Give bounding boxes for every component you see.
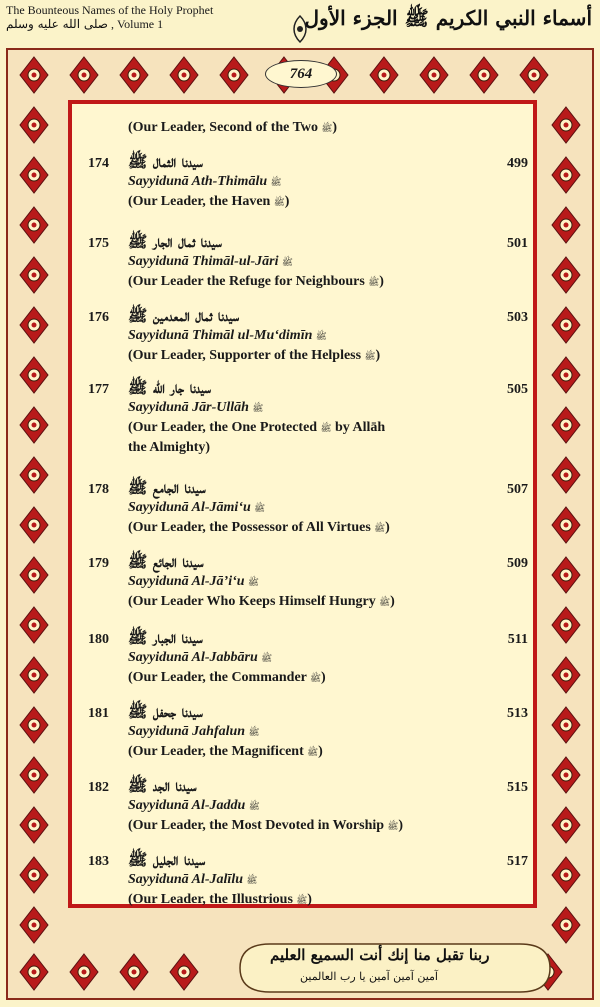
translit-text: Sayyidunā Thimāl-ul-Jāri xyxy=(128,254,279,269)
footer-dua-line1: ربنا تقبل منا إنك أنت السميع العليم xyxy=(270,946,490,964)
floral-tile xyxy=(20,207,48,243)
translit-text: Sayyidunā Thimāl ul-Mu‘dimīn xyxy=(128,328,313,343)
list-item xyxy=(88,702,528,772)
floral-tile xyxy=(20,607,48,643)
entry-meaning xyxy=(128,348,380,364)
floral-tile xyxy=(552,457,580,493)
floral-tile xyxy=(552,907,580,943)
entry-page: 503 xyxy=(507,310,528,325)
floral-tile xyxy=(552,207,580,243)
list-item xyxy=(88,478,528,548)
salawat-glyph: ﷺ xyxy=(387,822,399,832)
floral-tile xyxy=(520,57,548,93)
salawat-glyph: ﷺ xyxy=(248,578,259,588)
floral-tile xyxy=(552,307,580,343)
entry-transliteration xyxy=(128,500,265,516)
entry-page: 505 xyxy=(507,382,528,397)
volume-label: , Volume 1 xyxy=(111,17,164,31)
floral-tile xyxy=(552,857,580,893)
meaning-tail: ) xyxy=(321,670,326,685)
translit-text: Sayyidunā Al-Jalīlu xyxy=(128,872,244,887)
floral-tile xyxy=(552,707,580,743)
floral-tile xyxy=(20,407,48,443)
meaning-text: (Our Leader, the Most Devoted in Worship xyxy=(128,818,385,833)
header-salawat: صلى الله عليه وسلم xyxy=(6,17,108,31)
floral-tile xyxy=(20,657,48,693)
entry-transliteration xyxy=(128,650,272,666)
floral-tile xyxy=(20,507,48,543)
entry-transliteration xyxy=(128,254,293,270)
translit-text: Sayyidunā Jahfalun xyxy=(128,724,246,739)
floral-tile xyxy=(20,807,48,843)
floral-tile xyxy=(470,57,498,93)
salawat-glyph: ﷺ xyxy=(368,278,380,288)
entry-transliteration xyxy=(128,174,282,190)
floral-tile xyxy=(220,57,248,93)
entry-transliteration xyxy=(128,400,263,416)
list-item xyxy=(88,776,528,846)
header-arabic-title: أسماء النبي الكريم ﷺ الجزء الأول xyxy=(304,6,592,30)
meaning-tail: ) xyxy=(398,818,404,833)
salawat-glyph: ﷺ xyxy=(254,504,266,514)
salawat-glyph: ﷺ xyxy=(307,748,319,758)
page-header xyxy=(0,0,600,48)
meaning-text: (Our Leader, the Possessor of All Virtues xyxy=(128,520,371,535)
entry-meaning xyxy=(128,744,323,760)
floral-tile xyxy=(20,907,48,943)
floral-tile xyxy=(20,857,48,893)
entry-page: 499 xyxy=(507,156,528,171)
entry-arabic-name: سيدنا الجامع ﷺ xyxy=(128,478,206,497)
floral-tile xyxy=(420,57,448,93)
entry-meaning xyxy=(128,818,403,834)
entry-meaning xyxy=(128,892,312,908)
salawat-glyph: ﷺ xyxy=(310,674,321,684)
floral-tile xyxy=(120,57,148,93)
meaning-text: (Our Leader the Refuge for Neighbours xyxy=(128,274,365,289)
list-item xyxy=(88,152,528,222)
meaning-tail: ) xyxy=(390,594,395,609)
translit-text: Sayyidunā Al-Jabbāru xyxy=(128,650,258,665)
salawat-glyph: ﷺ xyxy=(270,178,282,188)
list-item xyxy=(88,306,528,376)
entry-number: 175 xyxy=(88,236,109,251)
entry-page: 501 xyxy=(507,236,528,251)
floral-tile xyxy=(552,407,580,443)
floral-tile xyxy=(70,954,98,990)
floral-tile xyxy=(552,557,580,593)
salawat-glyph: ﷺ xyxy=(273,198,285,208)
meaning-text: (Our Leader, Supporter of the Helpless xyxy=(128,348,362,363)
floral-tile xyxy=(552,157,580,193)
entry-page: 511 xyxy=(507,632,528,647)
list-item xyxy=(88,850,528,920)
floral-tile xyxy=(20,357,48,393)
entry-page: 517 xyxy=(507,854,528,869)
page-number: 764 xyxy=(265,60,337,88)
salawat-glyph: ﷺ xyxy=(248,802,260,812)
salawat-glyph: ﷺ xyxy=(246,876,258,886)
entry-number: 182 xyxy=(88,780,109,795)
meaning-text: (Our Leader Who Keeps Himself Hungry xyxy=(128,594,376,609)
entry-meaning xyxy=(128,420,385,436)
entry-arabic-name: سيدنا ثمال المعدمين ﷺ xyxy=(128,306,240,325)
salawat-glyph: ﷺ xyxy=(320,424,332,434)
meaning-tail: ) xyxy=(318,744,323,759)
translit-text: Sayyidunā Ath-Thimālu xyxy=(128,174,268,189)
floral-tile xyxy=(552,607,580,643)
translit-text: Sayyidunā Jār-Ullāh xyxy=(128,400,249,415)
salawat-glyph: ﷺ xyxy=(252,404,264,414)
salawat-glyph: ﷺ xyxy=(296,896,308,906)
entry-arabic-name: سيدنا الثمال ﷺ xyxy=(128,152,203,171)
book-title: The Bounteous Names of the Holy Prophet xyxy=(6,3,214,17)
entry-meaning-line2: the Almighty) xyxy=(128,440,211,455)
entry-meaning xyxy=(128,274,384,290)
entry-transliteration xyxy=(128,798,260,814)
entry-number: 183 xyxy=(88,854,109,869)
list-item xyxy=(88,628,528,698)
floral-tile xyxy=(170,57,198,93)
floral-tile xyxy=(552,357,580,393)
entry-arabic-name: سيدنا الجائع ﷺ xyxy=(128,552,204,571)
entry-number: 176 xyxy=(88,310,109,325)
entry-number: 181 xyxy=(88,706,109,721)
floral-tile xyxy=(370,57,398,93)
footer-dua-line2: آمين آمين آمين يا رب العالمين xyxy=(300,970,438,983)
salawat-glyph: ﷺ xyxy=(364,352,376,362)
meaning-text: (Our Leader, the Commander xyxy=(128,670,307,685)
entry-number: 178 xyxy=(88,482,109,497)
list-item xyxy=(88,232,528,302)
entry-meaning xyxy=(128,194,289,210)
list-item xyxy=(88,378,528,468)
entry-page: 509 xyxy=(507,556,528,571)
meaning-text: (Our Leader, the One Protected xyxy=(128,420,318,435)
meaning-text: (Our Leader, the Magnificent xyxy=(128,744,304,759)
entry-number: 174 xyxy=(88,156,109,171)
translit-text: Sayyidunā Al-Jāmi‘u xyxy=(128,500,251,515)
salawat-glyph: ﷺ xyxy=(248,728,260,738)
entry-meaning xyxy=(128,670,326,686)
entry-arabic-name: سيدنا جحفل ﷺ xyxy=(128,702,203,721)
meaning-tail: ) xyxy=(307,892,312,907)
entry-transliteration xyxy=(128,328,327,344)
continuation-close: ) xyxy=(332,120,338,135)
entry-number: 177 xyxy=(88,382,109,397)
entry-page: 513 xyxy=(507,706,528,721)
entry-transliteration xyxy=(128,872,257,888)
entry-arabic-name: سيدنا ثمال الجار ﷺ xyxy=(128,232,222,251)
floral-tile xyxy=(70,57,98,93)
meaning-tail: ) xyxy=(385,520,390,535)
floral-tile xyxy=(20,307,48,343)
meaning-tail: by Allāh xyxy=(334,420,386,435)
floral-tile xyxy=(20,57,48,93)
floral-tile xyxy=(552,257,580,293)
entry-arabic-name: سيدنا الجد ﷺ xyxy=(128,776,197,795)
list-item xyxy=(88,552,528,622)
entry-arabic-name: سيدنا الجليل ﷺ xyxy=(128,850,206,869)
entry-arabic-name: سيدنا الجبار ﷺ xyxy=(128,628,203,647)
entry-transliteration xyxy=(128,724,259,740)
translit-text: Sayyidunā Al-Jā’i‘u xyxy=(128,574,245,589)
floral-tile xyxy=(552,807,580,843)
meaning-tail: ) xyxy=(379,274,384,289)
floral-tile xyxy=(20,757,48,793)
floral-tile xyxy=(552,507,580,543)
floral-tile xyxy=(20,157,48,193)
floral-tile xyxy=(552,757,580,793)
salawat-glyph: ﷺ xyxy=(261,654,273,664)
entry-page: 507 xyxy=(507,482,528,497)
salawat-glyph: ﷺ xyxy=(374,524,386,534)
entry-meaning xyxy=(128,594,395,610)
entry-transliteration xyxy=(128,574,259,590)
meaning-text: (Our Leader, the Illustrious xyxy=(128,892,293,907)
continuation-line xyxy=(128,120,337,136)
salawat-glyph: ﷺ xyxy=(315,332,327,342)
entry-page: 515 xyxy=(507,780,528,795)
floral-tile xyxy=(170,954,198,990)
entry-arabic-name: سيدنا جار الله ﷺ xyxy=(128,378,211,397)
footer-cartouche xyxy=(230,940,560,996)
floral-tile xyxy=(552,657,580,693)
entry-number: 180 xyxy=(88,632,109,647)
salawat-glyph: ﷺ xyxy=(282,258,293,268)
meaning-tail: ) xyxy=(375,348,381,363)
entry-meaning xyxy=(128,520,390,536)
salawat-glyph: ﷺ xyxy=(379,598,391,608)
floral-tile xyxy=(120,954,148,990)
floral-tile xyxy=(552,107,580,143)
entry-number: 179 xyxy=(88,556,109,571)
floral-tile xyxy=(20,707,48,743)
floral-tile xyxy=(20,954,48,990)
meaning-tail: ) xyxy=(284,194,290,209)
salawat-glyph: ﷺ xyxy=(321,124,333,134)
floral-tile xyxy=(20,257,48,293)
floral-tile xyxy=(20,557,48,593)
translit-text: Sayyidunā Al-Jaddu xyxy=(128,798,246,813)
floral-tile xyxy=(20,457,48,493)
continuation-text: (Our Leader, Second of the Two xyxy=(128,120,319,135)
book-volume xyxy=(6,17,163,32)
meaning-text: (Our Leader, the Haven xyxy=(128,194,271,209)
floral-tile xyxy=(20,107,48,143)
